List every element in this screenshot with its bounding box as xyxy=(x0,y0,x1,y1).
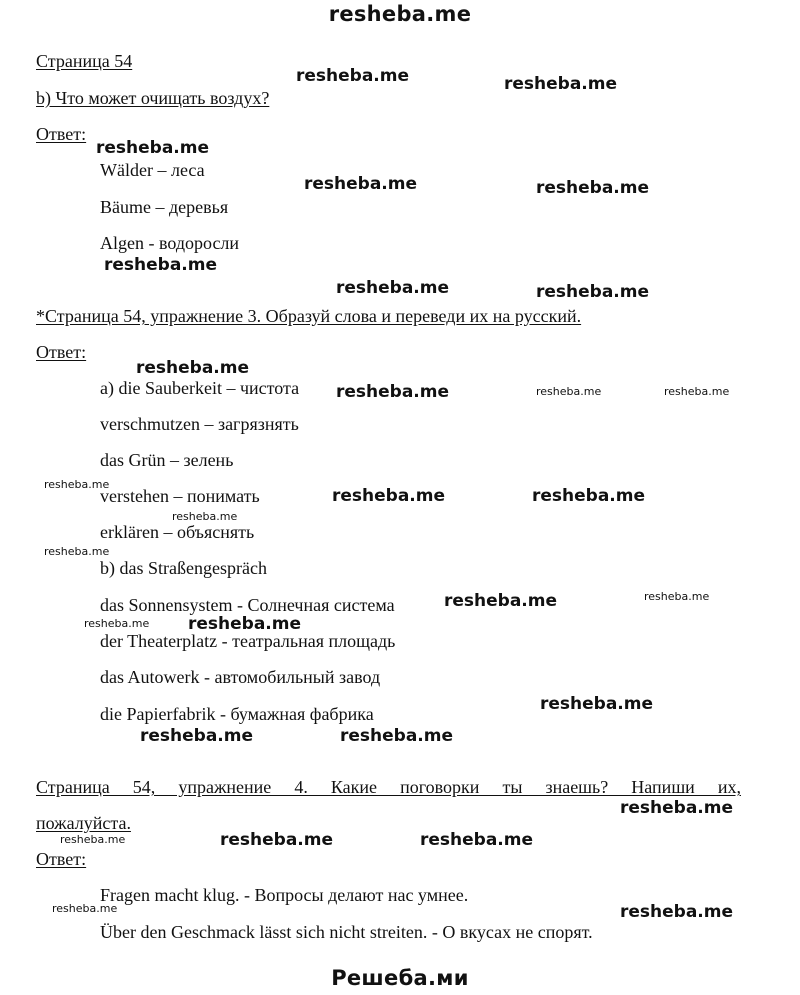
watermark-small: resheba.me xyxy=(172,510,238,523)
section1-question: b) Что может очищать воздух? xyxy=(36,88,270,108)
watermark-small: resheba.me xyxy=(536,385,602,398)
site-footer: Решеба.ми xyxy=(331,966,469,990)
section1-answer-label: Ответ: xyxy=(36,124,87,144)
watermark: resheba.me xyxy=(188,614,302,634)
section2-title: *Страница 54, упражнение 3. Образуй слова и переведи их на русский. xyxy=(36,306,582,326)
watermark: resheba.me xyxy=(444,591,558,611)
section3-answer-label: Ответ: xyxy=(36,849,87,869)
watermark: resheba.me xyxy=(532,486,646,506)
watermark-small: resheba.me xyxy=(664,385,730,398)
section1-item: Algen - водоросли xyxy=(100,233,240,253)
watermark: resheba.me xyxy=(620,902,734,922)
watermark: resheba.me xyxy=(220,830,334,850)
watermark: resheba.me xyxy=(504,74,618,94)
watermark: resheba.me xyxy=(336,278,450,298)
watermark-small: resheba.me xyxy=(44,478,110,491)
watermark: resheba.me xyxy=(296,66,410,86)
section2-item: a) die Sauberkeit – чистота xyxy=(100,378,300,398)
section2-item: die Papierfabrik - бумажная фабрика xyxy=(100,704,374,724)
watermark: resheba.me xyxy=(536,282,650,302)
watermark-small: resheba.me xyxy=(52,902,118,915)
section1-item: Bäume – деревья xyxy=(100,197,229,217)
watermark: resheba.me xyxy=(540,694,654,714)
section1-page-title: Страница 54 xyxy=(36,51,133,71)
watermark: resheba.me xyxy=(96,138,210,158)
section3-item: Über den Geschmack lässt sich nicht streiten. - О вкусах не спорят. xyxy=(100,922,593,942)
section2-item: b) das Straßengespräch xyxy=(100,558,267,578)
section2-item: das Sonnensystem - Солнечная система xyxy=(100,595,395,615)
watermark: resheba.me xyxy=(304,174,418,194)
watermark: resheba.me xyxy=(332,486,446,506)
section3-title-line2: пожалуйста. xyxy=(36,813,131,833)
watermark: resheba.me xyxy=(340,726,454,746)
watermark-small: resheba.me xyxy=(644,590,710,603)
watermark-small: resheba.me xyxy=(84,617,150,630)
section2-item: der Theaterplatz - театральная площадь xyxy=(100,631,396,651)
watermark: resheba.me xyxy=(620,798,734,818)
section2-item: erklären – объяснять xyxy=(100,522,255,542)
watermark: resheba.me xyxy=(420,830,534,850)
watermark: resheba.me xyxy=(336,382,450,402)
watermark-small: resheba.me xyxy=(44,545,110,558)
section2-item: verschmutzen – загрязнять xyxy=(100,414,299,434)
section3-item: Fragen macht klug. - Вопросы делают нас умнее. xyxy=(100,885,469,905)
watermark: resheba.me xyxy=(136,358,250,378)
section3-title-line1: Страница 54, упражнение 4. Какие поговорки ты знаешь? Напиши их, xyxy=(36,777,741,797)
section2-item: das Autowerk - автомобильный завод xyxy=(100,667,381,687)
section2-answer-label: Ответ: xyxy=(36,342,87,362)
site-header: resheba.me xyxy=(328,2,472,26)
section1-item: Wälder – леса xyxy=(100,160,205,180)
watermark: resheba.me xyxy=(140,726,254,746)
section2-item: verstehen – понимать xyxy=(100,486,260,506)
watermark: resheba.me xyxy=(536,178,650,198)
section2-item: das Grün – зелень xyxy=(100,450,234,470)
watermark: resheba.me xyxy=(104,255,218,275)
watermark-small: resheba.me xyxy=(60,833,126,846)
